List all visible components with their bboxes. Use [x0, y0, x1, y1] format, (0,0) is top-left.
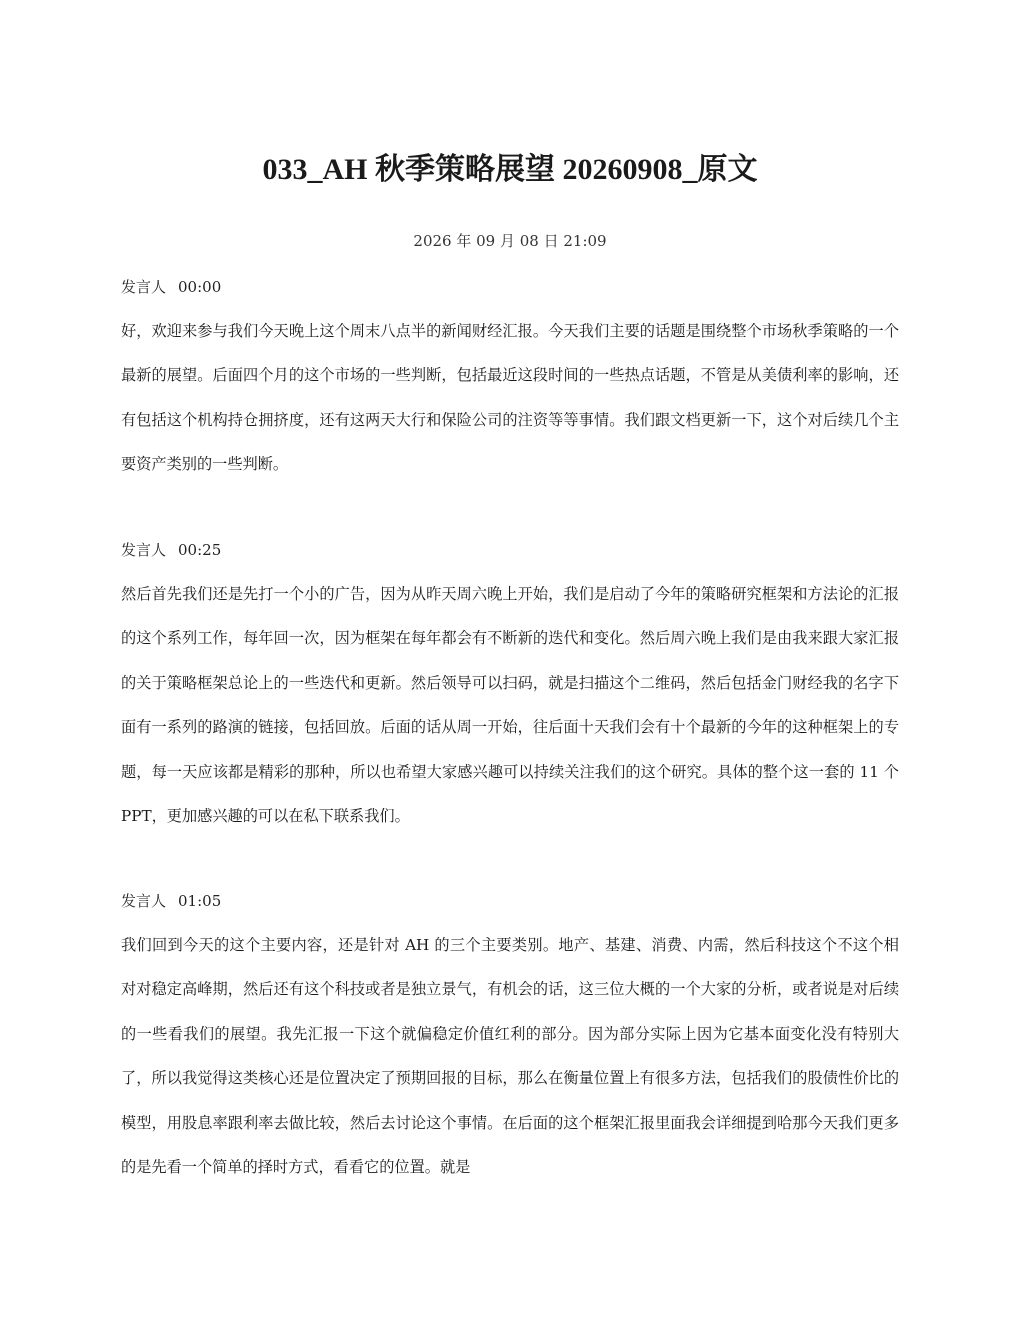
transcript-section [121, 539, 899, 838]
document-date: 2026 年 09 月 08 日 21:09 [413, 232, 607, 250]
speaker-label: 发言人 [121, 892, 167, 910]
speaker-line [121, 276, 899, 298]
transcript-section [121, 276, 899, 487]
transcript-section [121, 890, 899, 1189]
timestamp: 00:00 [178, 278, 222, 296]
speaker-label: 发言人 [121, 541, 167, 559]
speaker-line [121, 539, 899, 561]
transcript-paragraph: 好，欢迎来参与我们今天晚上这个周末八点半的新闻财经汇报。今天我们主要的话题是围绕整个市场秋季策略的一个最新的展望。后面四个月的这个市场的一些判断，包括最近这段时间的一些热点话题，不管是从美债利率的影响，还有包括这个机构持仓拥挤度，还有这两天大行和保险公司的注资等等事情。我们跟文档更新一下，这个对后续几个主要资产类别的一些判断。 [121, 322, 899, 474]
speaker-label: 发言人 [121, 278, 167, 296]
speaker-line [121, 890, 899, 912]
document-title: 033_AH 秋季策略展望 20260908_原文 [262, 153, 758, 186]
timestamp: 01:05 [178, 892, 222, 910]
timestamp: 00:25 [178, 541, 222, 559]
document-page [121, 0, 899, 1320]
transcript-paragraph: 我们回到今天的这个主要内容，还是针对 AH 的三个主要类别。地产、基建、消费、内需，然后科技这个不这个相对对稳定高峰期，然后还有这个科技或者是独立景气，有机会的话，这三位大概的一个大家的分析，或者说是对后续的一些看我们的展望。我先汇报一下这个就偏稳定价值红利的部分。因为部分实际上因为它基本面变化没有特别大了，所以我觉得这类核心还是位置决定了预期回报的目标，那么在衡量位置上有很多方法，包括我们的股债性价比的模型，用股息率跟利率去做比较，然后去讨论这个事情。在后面的这个框架汇报里面我会详细提到哈那今天我们更多的是先看一个简单的择时方式，看看它的位置。就是 [121, 936, 899, 1177]
transcript-paragraph: 然后首先我们还是先打一个小的广告，因为从昨天周六晚上开始，我们是启动了今年的策略研究框架和方法论的汇报的这个系列工作，每年回一次，因为框架在每年都会有不断新的迭代和变化。然后周六晚上我们是由我来跟大家汇报的关于策略框架总论上的一些迭代和更新。然后领导可以扫码，就是扫描这个二维码，然后包括金门财经我的名字下面有一系列的路演的链接，包括回放。后面的话从周一开始，往后面十天我们会有十个最新的今年的这种框架上的专题，每一天应该都是精彩的那种，所以也希望大家感兴趣可以持续关注我们的这个研究。具体的整个这一套的 11 个 PPT，更加感兴趣的可以在私下联系我们。 [121, 585, 899, 826]
